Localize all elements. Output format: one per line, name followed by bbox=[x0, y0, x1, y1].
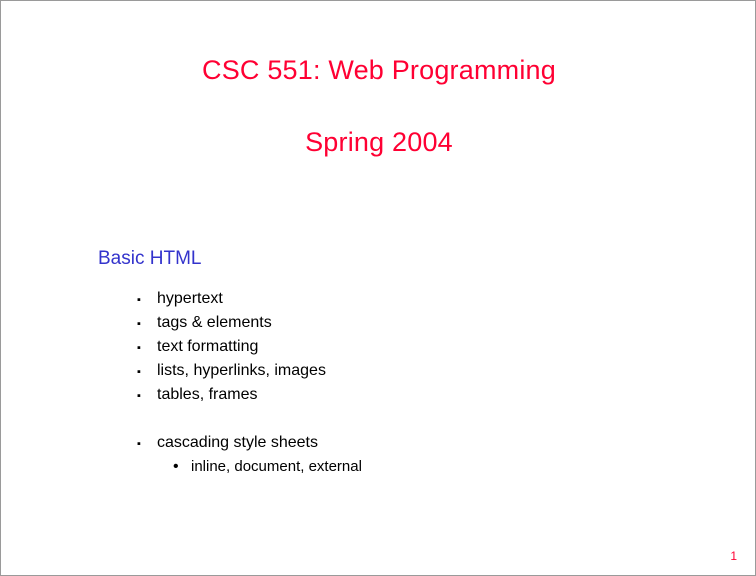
list-item-label: tags & elements bbox=[157, 314, 272, 331]
slide-title-line-2: Spring 2004 bbox=[305, 127, 453, 157]
sub-list-item-label: inline, document, external bbox=[191, 458, 362, 475]
page-number: 1 bbox=[730, 549, 737, 563]
list-item-label: tables, frames bbox=[157, 386, 258, 403]
list-item bbox=[137, 287, 697, 311]
list-item bbox=[137, 311, 697, 335]
square-bullet-icon: ▪ bbox=[137, 342, 141, 354]
list-item bbox=[137, 359, 697, 383]
square-bullet-icon: ▪ bbox=[137, 294, 141, 306]
list-item bbox=[137, 335, 697, 359]
list-item-label: hypertext bbox=[157, 290, 223, 307]
square-bullet-icon: ▪ bbox=[137, 390, 141, 402]
square-bullet-icon: ▪ bbox=[137, 438, 141, 450]
square-bullet-icon: ▪ bbox=[137, 318, 141, 330]
sub-list-item bbox=[173, 455, 697, 479]
slide-title-line-1: CSC 551: Web Programming bbox=[202, 55, 556, 85]
list-item-label: text formatting bbox=[157, 338, 259, 355]
round-bullet-icon: • bbox=[173, 458, 179, 475]
list-item bbox=[137, 431, 697, 455]
list-item-label: cascading style sheets bbox=[157, 434, 318, 451]
list-item bbox=[137, 383, 697, 407]
slide-title-block bbox=[1, 53, 756, 159]
bullet-list bbox=[137, 287, 697, 479]
square-bullet-icon: ▪ bbox=[137, 366, 141, 378]
list-item-label: lists, hyperlinks, images bbox=[157, 362, 326, 379]
section-heading: Basic HTML bbox=[98, 248, 202, 269]
